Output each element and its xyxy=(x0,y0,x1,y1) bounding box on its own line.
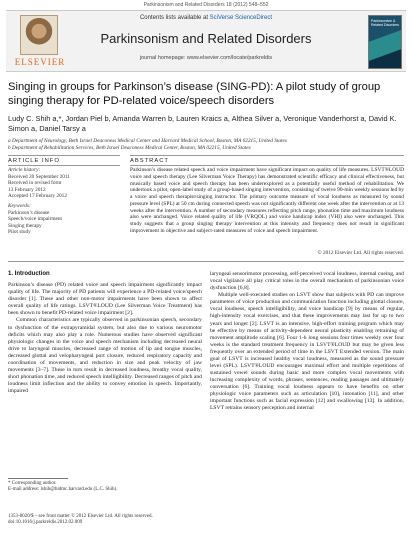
article-info-heading: ARTICLE INFO xyxy=(8,158,60,164)
abstract-heading: ABSTRACT xyxy=(130,158,169,164)
corresponding-author-note: * Corresponding author. xyxy=(8,481,57,486)
divider xyxy=(130,165,404,166)
footnote-divider xyxy=(8,478,68,479)
affiliation-b: b Department of Rehabilitation Services, Beth Israel Deaconess Medical Center, Boston, MA 02215, United States xyxy=(8,145,251,151)
divider xyxy=(8,155,120,156)
abstract-text: Parkinson’s disease related speech and voice impairment have significant impact on quality of life measures. LSVT®LOUD voice and speech therapy (Lee Silverman Voice Therapy) has demonstrated scientific efficacy and clinical effectiveness, but musically based voice and speech therapy has been underexplored as a potentially useful method of rehabilitation. We undertook a pilot, open-label study of a group-based singing intervention, consisting of twelve 90-min weekly sessions led by a voice and speech therapist/singing instructor. The primary outcome measure of vocal loudness as measured by sound pressure level (SPL) at 50 cm during connected speech was not significantly different one week after the intervention or at 13 weeks after the intervention. A number of secondary measures reflecting pitch range, phonation time and maximum loudness also were unchanged. Voice related quality of life (VRQOL) and voice handicap index (VHI) also were unchanged. This study suggests that a group singing therapy intervention at this intensity and frequency does not result in significant improvement in objective and subject-rated measures of voice and speech impairment. xyxy=(130,167,404,234)
abstract-copyright: © 2012 Elsevier Ltd. All rights reserved. xyxy=(317,250,404,256)
publication-meta xyxy=(8,514,202,526)
journal-title: Parkinsonism and Related Disorders xyxy=(100,31,312,46)
running-head: Parkinsonism and Related Disorders 18 (2012) 548–552 xyxy=(143,2,269,8)
article-info xyxy=(8,167,120,236)
body-column-right xyxy=(210,271,404,413)
journal-banner xyxy=(6,10,406,72)
divider xyxy=(8,261,404,262)
body-paragraph: Common characteristics are typically observed in parkinsonian speech, secondary to dysfunction of the extrapyramidal system, but also due to various neuromotor deficits which may also play a role. Numerous studies have observed significant physiologic changes in the voice and speech mechanism including decreased neural drive to laryngeal muscles, decreased range of motion of lip and tongue muscles, decreased glottal and velopharyngeal port closure, reduced respiratory capacity and coordination of movements, and reduction in size and peak velocity of jaw movements [3–7]. These in turn result in decreased loudness, breathy vocal quality, short phonation time, and reduced speech intelligibility. Decreased ranges of pitch and loudness limit inflection and the ability to convey emotion in speech. Importantly, impaired xyxy=(8,317,202,395)
divider xyxy=(8,165,120,166)
history-line: Accepted 17 February 2012 xyxy=(8,193,67,200)
body-paragraph: Parkinson’s disease (PD) related voice and speech impairment significantly impact quality of life. The majority of PD patients will experience a PD-related voice/speech disorder [1]. These and other non-motor impairments have been shown to affect overall quality of life ratings. LSVT®LOUD (Lee Silverman Voice Treatment) has been shown to benefit PD-related voice impairment [2]. xyxy=(8,282,202,317)
divider xyxy=(130,155,404,156)
keyword: Singing therapy xyxy=(8,222,42,229)
keyword: Pilot study xyxy=(8,229,31,236)
affiliations xyxy=(8,138,404,152)
contents-line xyxy=(6,15,406,21)
journal-homepage[interactable]: journal homepage: www.elsevier.com/locate/parkreldis xyxy=(139,55,273,61)
body-column-left xyxy=(8,271,202,395)
journal-cover-image xyxy=(368,15,402,69)
keywords-label: Keywords: xyxy=(8,202,31,209)
cover-text: Parkinsonism & Related Disorders xyxy=(371,19,400,28)
affiliation-a: a Department of Neurology, Beth Israel Deaconess Medical Center and Harvard Medical School, Boston, MA 02215, United States xyxy=(8,138,287,144)
footnotes xyxy=(8,481,202,493)
keyword: Parkinson’s disease xyxy=(8,209,50,216)
history-line: Received in revised form xyxy=(8,180,62,187)
doi-line[interactable]: doi:10.1016/j.parkreldis.2012.02.009 xyxy=(8,520,83,526)
sciencedirect-link[interactable]: SciVerse ScienceDirect xyxy=(209,15,273,21)
email-note[interactable]: E-mail address: lshih@bidmc.harvard.edu (L.C. Shih). xyxy=(8,487,118,493)
body-paragraph: Multiple well-executed studies on LSVT show that subjects with PD can improve parameters of voice production and communication function including glottal closure, vocal loudness, speech intelligibility, and voice handicap [9] by means of regular, high-intensity vocal exercises, and that these improvements may last for up to two years and longer [2]. LSVT is an intensive, high-effort training program which may be effective by means of activity-dependent neural plasticity enabling retraining of movement amplitude scaling [6]. Four 1-h long sessions four times weekly over four weeks is the standard treatment frequency in LSVT®LOUD but may be given less frequently over an extended period of time in the LSVT Extended version. The main goal of LSVT is increased healthy vocal loudness, measured as the sound pressure level (SPL). LSVT®LOUD encourages maximal effort and multiple repetitions of sustained vowel sounds during basic and more complex vocal movements with increasing complexity of words, phrases, sentences, reading passages and ultimately conversation [6]. Training vocal loudness appears to have benefits on other physiologic voice parameters such as articulation [10], intonation [11], and other important functions such as facial expression [12] and swallowing [13]. In addition, LSVT retrains sensory perception and internal xyxy=(210,292,404,412)
keyword: Speech/voice impairment xyxy=(8,216,62,223)
history-line: Received 20 September 2011 xyxy=(8,173,71,180)
contents-prefix: Contents lists available at xyxy=(139,15,210,21)
body-paragraph: laryngeal sensorimotor processing, self-perceived vocal loudness, internal cueing, and vocal vigilance all play critical roles in the overall mechanism of parkinsonian voice dysfunction [6,8]. xyxy=(210,271,404,292)
author-list: Ludy C. Shih a,*, Jordan Piel b, Amanda Warren b, Lauren Kraics a, Althea Silver a, Veronique Vanderhorst a, David K. Simon a, Daniel Tarsy a xyxy=(8,114,397,133)
history-label: Article history: xyxy=(8,167,41,173)
article-title: Singing in groups for Parkinson’s disease (SING-PD): A pilot study of group singing therapy for PD-related voice/speech disorders xyxy=(8,81,381,107)
issn-line: 1353-8020/$ – see front matter © 2012 Elsevier Ltd. All rights reserved. xyxy=(8,514,153,519)
history-line: 13 February 2012 xyxy=(8,186,46,193)
elsevier-wordmark: ELSEVIER xyxy=(14,57,66,67)
section-heading: 1. Introduction xyxy=(8,271,50,277)
